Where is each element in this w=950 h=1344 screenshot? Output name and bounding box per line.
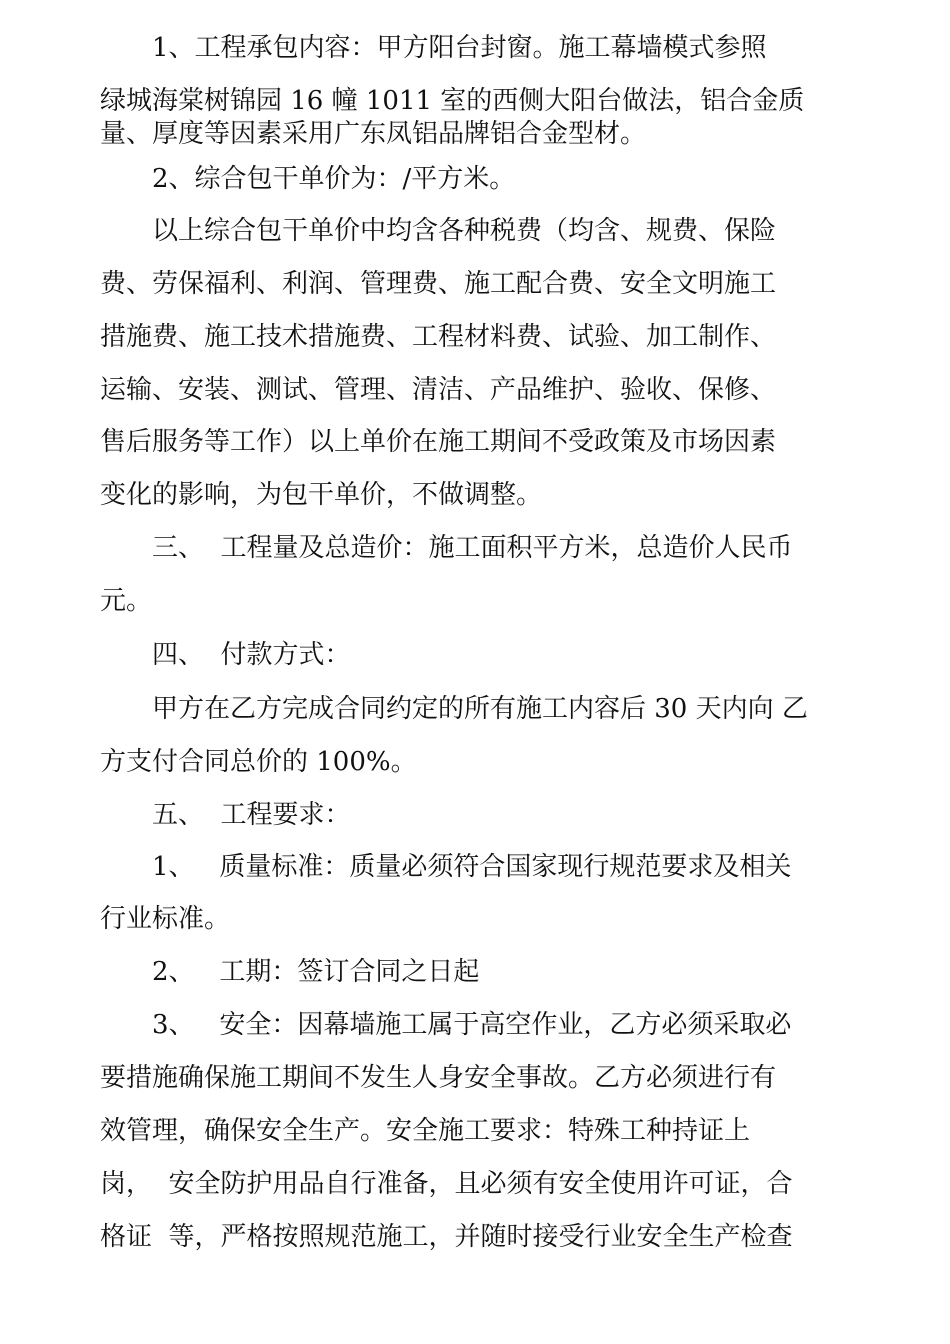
text-line: 行业标准。 — [100, 904, 231, 934]
text-line: 四、 付款方式： — [152, 640, 351, 670]
text-line: 五、 工程要求： — [152, 800, 351, 830]
text-line: 运输、安装、测试、管理、清洁、产品维护、验收、保修、 — [100, 375, 777, 405]
text-line: 变化的影响，为包干单价，不做调整。 — [100, 480, 543, 510]
text-line: 以上综合包干单价中均含各种税费（均含、规费、保险 — [152, 216, 777, 246]
text-line: 3、 安全：因幕墙施工属于高空作业，乙方必须采取必 — [152, 1010, 792, 1040]
text-line: 1、 质量标准：质量必须符合国家现行规范要求及相关 — [152, 852, 792, 882]
text-line: 绿城海棠树锦园 16 幢 1011 室的西侧大阳台做法，铝合金质 — [100, 86, 805, 116]
text-line: 效管理，确保安全生产。安全施工要求：特殊工种持证上 — [100, 1116, 751, 1146]
text-line: 量、厚度等因素采用广东凤铝品牌铝合金型材。 — [100, 119, 647, 149]
text-line: 方支付合同总价的 100%。 — [100, 747, 417, 777]
text-line: 要措施确保施工期间不发生人身安全事故。乙方必须进行有 — [100, 1063, 777, 1093]
text-line: 费、劳保福利、利润、管理费、施工配合费、安全文明施工 — [100, 269, 777, 299]
text-line: 2、 工期：签订合同之日起 — [152, 957, 480, 987]
text-line: 2、综合包干单价为：/平方米。 — [152, 164, 516, 194]
text-line: 售后服务等工作）以上单价在施工期间不受政策及市场因素 — [100, 427, 777, 457]
text-line: 措施费、施工技术措施费、工程材料费、试验、加工制作、 — [100, 322, 777, 352]
text-line: 1、工程承包内容：甲方阳台封窗。施工幕墙模式参照 — [152, 33, 767, 63]
text-line: 甲方在乙方完成合同约定的所有施工内容后 30 天内向 乙 — [152, 694, 808, 724]
text-line: 元。 — [100, 586, 153, 616]
text-line: 三、 工程量及总造价：施工面积平方米，总造价人民币 — [152, 533, 793, 563]
text-line: 岗， 安全防护用品自行准备，且必须有安全使用许可证，合 — [100, 1169, 793, 1199]
text-line: 格证 等，严格按照规范施工，并随时接受行业安全生产检查 — [100, 1222, 793, 1252]
